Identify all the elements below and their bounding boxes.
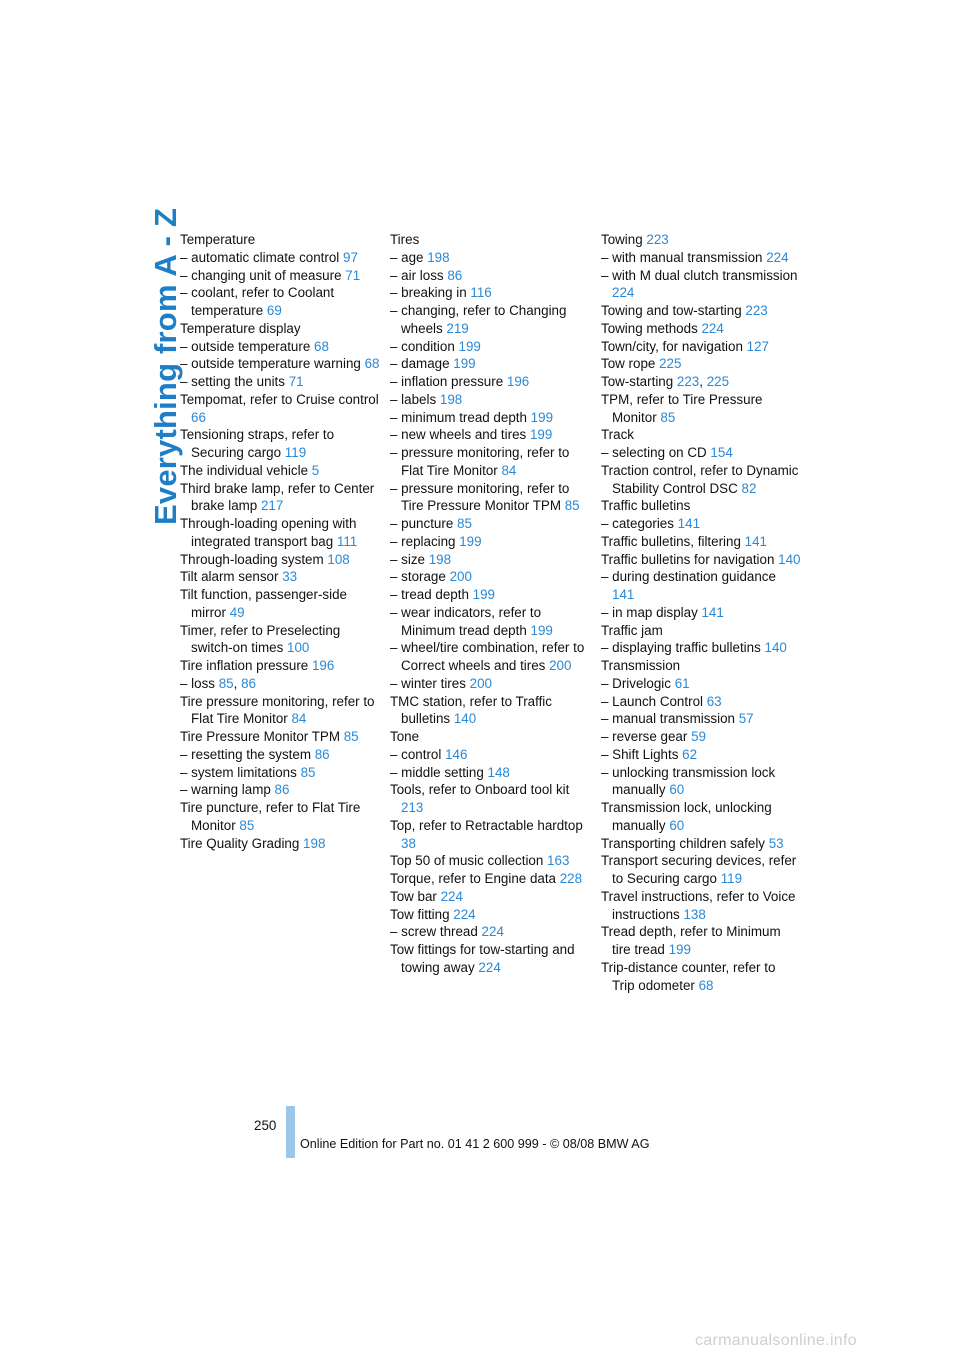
page-reference-link[interactable]: 138 (683, 906, 706, 922)
index-entry-term: – storage (390, 569, 450, 585)
index-entry-term: – screw thread (390, 924, 482, 940)
page-reference-link[interactable]: 97 (343, 249, 358, 265)
index-entry-term: – puncture (390, 516, 457, 531)
page-reference-link[interactable]: 224 (440, 888, 463, 904)
index-entry (390, 373, 590, 391)
index-entry (390, 409, 590, 427)
index-entry-term: – new wheels and tires (390, 427, 530, 443)
page-reference-link[interactable]: 224 (612, 285, 635, 301)
page-reference-link[interactable]: 86 (314, 746, 330, 762)
page-reference-link[interactable]: 68 (364, 356, 380, 372)
index-entry (180, 781, 380, 799)
index-entry-term: Traffic bulletins (601, 498, 691, 514)
index-entry-term: Trip-distance counter, refer to Trip odometer (601, 959, 776, 993)
page-reference-link[interactable]: 200 (449, 569, 472, 585)
index-entry (390, 355, 590, 373)
index-entry-term: Tow-starting (601, 374, 677, 389)
index-entry-term: – resetting the system (180, 746, 315, 762)
index-entry-term: Tow bar (390, 888, 441, 904)
index-entry (601, 426, 801, 444)
index-entry (390, 906, 590, 924)
index-entry (390, 338, 590, 356)
page-reference-link[interactable]: 59 (691, 729, 706, 744)
page-reference-link[interactable]: 85 (564, 498, 580, 514)
page-reference-link[interactable]: 199 (529, 427, 553, 443)
index-entry (180, 284, 380, 320)
page-reference-link[interactable]: 84 (501, 462, 517, 478)
index-entry (601, 959, 801, 995)
page-reference-link[interactable]: 85 (239, 817, 255, 833)
index-entry (601, 799, 801, 835)
index-entry-term: Timer, refer to Preselecting switch-on times (180, 622, 341, 656)
index-entry (601, 622, 801, 640)
index-entry-term: – air loss (390, 267, 448, 283)
index-entry-term: – labels (390, 391, 440, 407)
page-reference-link[interactable]: 223 (676, 374, 700, 389)
index-entry (390, 302, 590, 338)
section-side-title (96, 207, 183, 535)
index-entry-term: Track (601, 427, 634, 443)
index-entry-term: – breaking in (390, 285, 471, 301)
page-reference-link[interactable]: 224 (481, 924, 504, 940)
index-entry (601, 320, 801, 338)
index-entry (180, 249, 380, 267)
index-entry-term: – during destination guidance (601, 569, 776, 585)
side-title-text: Everything from A - Z (148, 207, 183, 525)
page-reference-link[interactable]: 200 (469, 675, 492, 691)
page-reference-link[interactable]: 33 (282, 569, 298, 585)
index-entry-term: – reverse gear (601, 729, 692, 744)
index-entry-term: Traction control, refer to Dynamic Stability Control DSC (601, 462, 799, 496)
index-entry-term: Through-loading system (180, 551, 328, 567)
page-reference-link[interactable]: 85 (300, 764, 316, 780)
index-entry (180, 373, 380, 391)
page-reference-link[interactable]: 198 (428, 551, 452, 567)
index-entry-term: – coolant, refer to Coolant temperature (180, 285, 335, 318)
index-entry (180, 728, 380, 746)
page-reference-link[interactable]: 100 (287, 640, 310, 656)
index-entry (390, 781, 590, 817)
index-entry-term: Transmission lock, unlocking manually (601, 800, 772, 833)
index-entry (180, 657, 380, 675)
page-reference-link[interactable]: 141 (701, 604, 724, 620)
page-reference-link[interactable]: 141 (612, 587, 635, 602)
index-entry (180, 622, 380, 658)
index-entry-term: – Drivelogic (601, 675, 675, 691)
index-entry (180, 355, 380, 373)
index-entry-term: Transport securing devices, refer to Securing cargo (601, 853, 797, 886)
index-entry-term: – loss (180, 675, 219, 691)
index-entry (390, 817, 590, 853)
index-entry-term: Traffic bulletins for navigation (601, 551, 779, 567)
index-entry-term: Tires (390, 232, 420, 247)
index-entry (180, 568, 380, 586)
index-entry-term: – automatic climate control (180, 249, 343, 265)
index-entry-term: Tow rope (601, 356, 660, 372)
index-entry (390, 728, 590, 746)
page-reference-link[interactable]: 86 (241, 675, 256, 691)
index-entry-term: – displaying traffic bulletins (601, 640, 765, 656)
page-reference-link[interactable]: 228 (559, 871, 583, 886)
index-entry (180, 693, 380, 729)
index-entry-term: – warning lamp (180, 782, 275, 798)
page-reference-link[interactable]: 85 (218, 675, 234, 691)
index-entry-term: – wheel/tire combination, refer to Correct wheels and tires (390, 640, 585, 673)
page-reference-link[interactable]: 199 (453, 356, 476, 372)
page-reference-link[interactable]: 198 (439, 391, 463, 407)
index-column-2 (390, 231, 590, 977)
index-entry (180, 391, 380, 427)
index-entry (390, 391, 590, 409)
index-entry (390, 515, 590, 533)
index-entry (601, 923, 801, 959)
index-entry-term: – unlocking transmission lock manually (601, 764, 776, 798)
page-reference-link[interactable]: 82 (741, 480, 757, 496)
index-entry (180, 320, 380, 338)
page-reference-link[interactable]: 199 (530, 409, 554, 425)
index-entry-term: The individual vehicle (180, 462, 312, 478)
index-entry-term: Transporting children safely (601, 835, 769, 851)
index-entry (180, 764, 380, 782)
index-entry-term: – Launch Control (601, 693, 707, 709)
page-reference-link[interactable]: 140 (764, 640, 787, 656)
page-reference-link[interactable]: 225 (659, 356, 682, 372)
index-entry-term: – categories (601, 516, 678, 531)
index-entry (390, 923, 590, 941)
index-entry (180, 267, 380, 285)
page-reference-link[interactable]: 217 (260, 498, 284, 514)
page-reference-link[interactable]: 141 (677, 516, 701, 531)
index-entry (180, 462, 380, 480)
page-reference-link[interactable]: 111 (336, 533, 358, 549)
index-entry (601, 267, 801, 303)
index-entry-term: TPM, refer to Tire Pressure Monitor (601, 391, 763, 425)
index-entry (180, 426, 380, 462)
page-ref-separator: , (699, 374, 707, 389)
page-reference-link[interactable]: 219 (446, 320, 469, 336)
index-entry-term: Temperature display (180, 320, 301, 336)
index-entry-term: – wear indicators, refer to Minimum tread depth (390, 604, 542, 638)
index-entry-term: Top 50 of music collection (390, 853, 548, 869)
index-entry (601, 355, 801, 373)
index-entry (601, 391, 801, 427)
index-entry-term: – with manual transmission (601, 249, 767, 265)
index-entry (390, 533, 590, 551)
index-entry (601, 710, 801, 728)
page-reference-link[interactable]: 199 (459, 533, 482, 549)
index-entry (601, 249, 801, 267)
index-entry (180, 675, 380, 693)
index-entry-term: Tire pressure monitoring, refer to Flat Tire Monitor (180, 693, 375, 727)
page-ref-separator: , (233, 675, 242, 691)
index-entry-term: TMC station, refer to Traffic bulletins (390, 693, 552, 727)
index-entry-term: Town/city, for navigation (601, 338, 747, 354)
index-entry (180, 338, 380, 356)
index-entry (390, 249, 590, 267)
page-reference-link[interactable]: 86 (274, 782, 290, 798)
index-entry-term: – condition (390, 338, 459, 354)
index-entry-term: Towing methods (601, 320, 702, 336)
index-entry-term: – manual transmission (601, 711, 739, 727)
index-entry (601, 604, 801, 622)
index-entry-term: Through-loading opening with integrated transport bag (180, 516, 357, 549)
index-entry-term: – pressure monitoring, refer to Tire Pressure Monitor TPM (390, 480, 570, 514)
page-reference-link[interactable]: 199 (530, 622, 553, 638)
index-entry (390, 746, 590, 764)
index-entry-term: Temperature (180, 232, 256, 247)
page-reference-link[interactable]: 66 (191, 409, 206, 425)
page-reference-link[interactable]: 199 (458, 338, 481, 354)
index-entry (180, 799, 380, 835)
page-reference-link[interactable]: 140 (453, 711, 477, 727)
footer-edition-text: Online Edition for Part no. 01 41 2 600 999 - © 08/08 BMW AG (300, 1137, 650, 1151)
index-entry (390, 870, 590, 888)
index-entry-term: – minimum tread depth (390, 409, 531, 425)
index-entry (180, 586, 380, 622)
page-reference-link[interactable]: 71 (345, 267, 361, 283)
index-entry (390, 852, 590, 870)
index-entry-term: Tempomat, refer to Cruise control (180, 391, 379, 407)
index-entry (180, 480, 380, 516)
page-reference-link[interactable]: 224 (478, 959, 501, 975)
index-entry-term: – pressure monitoring, refer to Flat Tire Monitor (390, 445, 570, 478)
index-entry-term: Travel instructions, refer to Voice instructions (601, 888, 796, 922)
index-entry-term: – system limitations (180, 764, 301, 780)
page-reference-link[interactable]: 154 (710, 445, 733, 460)
index-entry-term: Tensioning straps, refer to Securing cargo (180, 427, 335, 460)
index-entry-term: – outside temperature (180, 338, 314, 354)
index-entry (601, 497, 801, 515)
page-reference-link[interactable]: 63 (706, 693, 722, 709)
page-reference-link[interactable]: 213 (401, 800, 424, 815)
index-entry (390, 586, 590, 604)
page-reference-link[interactable]: 223 (745, 303, 768, 318)
page-reference-link[interactable]: 198 (303, 835, 326, 851)
page-reference-link[interactable]: 68 (698, 977, 714, 993)
index-entry-term: Towing (601, 232, 647, 247)
index-entry-term: Tire Quality Grading (180, 835, 304, 851)
page-reference-link[interactable]: 224 (766, 249, 789, 265)
index-entry-term: Tire puncture, refer to Flat Tire Monitor (180, 800, 361, 833)
index-entry-term: Tow fitting (390, 906, 454, 922)
index-entry (180, 835, 380, 853)
index-entry-term: – inflation pressure (390, 374, 507, 389)
index-entry-term: Tilt alarm sensor (180, 569, 283, 585)
index-entry-term: – with M dual clutch transmission (601, 267, 798, 283)
index-entry-term: – middle setting (390, 764, 488, 780)
page-reference-link[interactable]: 62 (682, 746, 698, 762)
index-entry (601, 764, 801, 800)
page-reference-link[interactable]: 119 (284, 445, 307, 460)
index-entry (390, 568, 590, 586)
index-entry (390, 444, 590, 480)
page-reference-link[interactable]: 163 (547, 853, 570, 869)
index-entry-term: Transmission (601, 658, 681, 673)
page-reference-link[interactable]: 60 (669, 817, 685, 833)
watermark: carmanualsonline.info (695, 1332, 857, 1349)
index-entry (390, 941, 590, 977)
index-entry (601, 639, 801, 657)
index-entry-term: Tow fittings for tow-starting and towing away (390, 942, 575, 975)
index-entry-term: – changing unit of measure (180, 267, 346, 283)
page-reference-link[interactable]: 119 (720, 871, 743, 886)
index-column-3 (601, 231, 801, 994)
index-entry-term: – control (390, 746, 446, 762)
index-entry-term: – changing, refer to Changing wheels (390, 303, 567, 336)
index-entry (601, 568, 801, 604)
index-entry-term: – outside temperature warning (180, 356, 365, 372)
page-reference-link[interactable]: 198 (427, 249, 450, 265)
index-entry-term: Tire Pressure Monitor TPM (180, 729, 344, 744)
page-reference-link[interactable]: 68 (314, 338, 329, 354)
index-column-1 (180, 231, 380, 852)
page-reference-link[interactable]: 146 (445, 746, 468, 762)
index-entry (390, 888, 590, 906)
index-entry (180, 231, 380, 249)
index-entry (601, 231, 801, 249)
index-entry (601, 746, 801, 764)
index-entry (601, 728, 801, 746)
page-reference-link[interactable]: 199 (668, 942, 691, 957)
index-entry (390, 426, 590, 444)
index-entry-term: Tools, refer to Onboard tool kit (390, 782, 570, 798)
index-entry-term: Top, refer to Retractable hardtop (390, 817, 583, 833)
page-reference-link[interactable]: 85 (660, 409, 676, 425)
index-entry-term: Tilt function, passenger-side mirror (180, 587, 347, 620)
index-entry (390, 693, 590, 729)
index-entry-term: – Shift Lights (601, 746, 683, 762)
index-entry (390, 284, 590, 302)
page-reference-link[interactable]: 127 (746, 338, 769, 354)
page-reference-link[interactable]: 85 (457, 516, 472, 531)
page-reference-link[interactable]: 225 (706, 374, 730, 389)
index-entry (601, 551, 801, 569)
index-entry-term: – replacing (390, 533, 460, 549)
page-reference-link[interactable]: 224 (701, 320, 724, 336)
index-entry-term: Third brake lamp, refer to Center brake lamp (180, 480, 375, 514)
index-entry (601, 533, 801, 551)
page-reference-link[interactable]: 69 (266, 303, 282, 318)
index-entry (601, 675, 801, 693)
page-reference-link[interactable]: 140 (778, 551, 801, 567)
page-reference-link[interactable]: 224 (453, 906, 476, 922)
page-reference-link[interactable]: 116 (470, 285, 492, 301)
page-reference-link[interactable]: 57 (738, 711, 754, 727)
index-entry-term: Torque, refer to Engine data (390, 871, 560, 886)
page-reference-link[interactable]: 196 (311, 658, 335, 673)
index-entry (390, 480, 590, 516)
page-reference-link[interactable]: 141 (744, 533, 767, 549)
page-reference-link[interactable]: 49 (229, 604, 245, 620)
index-entry-term: Traffic bulletins, filtering (601, 533, 745, 549)
index-entry (601, 444, 801, 462)
index-entry-term: – damage (390, 356, 454, 372)
index-entry-term: – setting the units (180, 374, 289, 389)
page-reference-link[interactable]: 71 (288, 374, 304, 389)
page-reference-link[interactable]: 85 (343, 729, 359, 744)
index-entry (601, 693, 801, 711)
index-entry (601, 462, 801, 498)
index-entry-term: Towing and tow-starting (601, 303, 746, 318)
footer-accent-bar (286, 1106, 295, 1158)
page-reference-link[interactable]: 38 (401, 835, 416, 851)
index-entry (390, 231, 590, 249)
index-entry (390, 764, 590, 782)
page-reference-link[interactable]: 86 (447, 267, 463, 283)
index-entry-term: – in map display (601, 604, 702, 620)
index-entry (180, 515, 380, 551)
index-entry-term: – tread depth (390, 587, 473, 602)
page-reference-link[interactable]: 108 (327, 551, 350, 567)
index-entry (601, 888, 801, 924)
index-entry (601, 835, 801, 853)
index-entry-term: Tire inflation pressure (180, 658, 312, 673)
page-reference-link[interactable]: 148 (487, 764, 510, 780)
page-reference-link[interactable]: 199 (472, 587, 495, 602)
index-entry (601, 302, 801, 320)
page-number: 250 (254, 1118, 277, 1133)
index-entry (601, 657, 801, 675)
page-reference-link[interactable]: 5 (311, 462, 320, 478)
page-reference-link[interactable]: 196 (506, 374, 530, 389)
index-entry (601, 373, 801, 391)
index-entry (601, 515, 801, 533)
index-entry-term: – selecting on CD (601, 445, 711, 460)
page-reference-link[interactable]: 84 (291, 711, 307, 727)
index-entry-term: – age (390, 249, 428, 265)
index-entry-term: – winter tires (390, 675, 470, 691)
index-entry (390, 551, 590, 569)
index-entry (601, 852, 801, 888)
index-entry (390, 604, 590, 640)
index-entry-term: Traffic jam (601, 622, 663, 638)
index-entry-term: Tone (390, 729, 420, 744)
index-entry (390, 267, 590, 285)
page-reference-link[interactable]: 200 (549, 658, 572, 673)
index-entry-term: Tread depth, refer to Minimum tire tread (601, 924, 781, 957)
index-entry (180, 746, 380, 764)
index-entry (390, 675, 590, 693)
page-reference-link[interactable]: 61 (674, 675, 690, 691)
page-reference-link[interactable]: 223 (646, 232, 669, 247)
page-reference-link[interactable]: 53 (768, 835, 784, 851)
index-entry (390, 639, 590, 675)
index-entry (180, 551, 380, 569)
index-entry (601, 338, 801, 356)
page-reference-link[interactable]: 60 (669, 782, 685, 798)
index-entry-term: – size (390, 551, 429, 567)
